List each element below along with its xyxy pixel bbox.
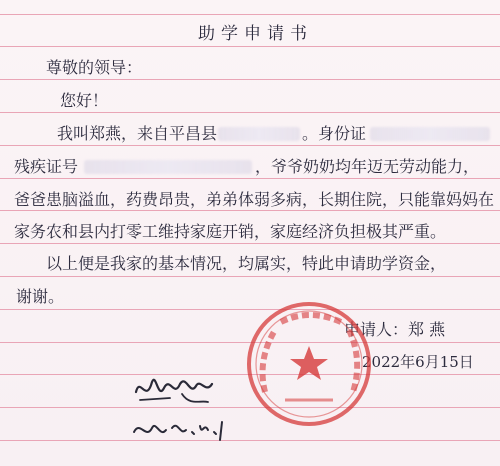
ruled-line <box>0 178 500 179</box>
salutation: 尊敬的领导： <box>46 58 143 77</box>
body-line-1a: 我叫郑燕，来自平昌县 <box>57 124 218 143</box>
ruled-line <box>0 243 500 244</box>
redacted-hometown <box>218 127 300 141</box>
body-line-4: 家务农和县内打零工维持家庭开销，家庭经济负担极其严重。 <box>14 222 447 241</box>
handwritten-signature <box>130 370 240 450</box>
application-date: 2022年6月15日 <box>362 353 474 371</box>
body-line-3: 爸爸患脑溢血，药费昂贵，弟弟体弱多病，长期住院，只能靠妈妈在 <box>14 190 495 209</box>
ruled-line <box>0 276 500 277</box>
greeting: 您好！ <box>60 91 109 110</box>
ruled-line <box>0 440 500 441</box>
ruled-line <box>0 79 500 80</box>
document-title: 助学申请书 <box>198 24 313 44</box>
body-line-2a: 残疾证号 <box>14 157 79 176</box>
applicant-name: 申请人：郑 燕 <box>344 320 446 339</box>
body-line-2b: ，爷爷奶奶均年迈无劳动能力， <box>255 157 480 176</box>
ruled-line <box>0 210 500 211</box>
ruled-line <box>0 112 500 113</box>
body-line-6: 谢谢。 <box>16 287 65 306</box>
redacted-disability-number <box>84 160 252 174</box>
official-seal-stamp <box>245 300 373 428</box>
body-line-1b: 。身份证 <box>302 124 367 143</box>
ruled-line <box>0 145 500 146</box>
ruled-line <box>0 14 500 15</box>
body-line-5: 以上便是我家的基本情况，均属实，特此申请助学资金， <box>46 254 447 273</box>
ruled-line <box>0 46 500 47</box>
redacted-id-number <box>370 127 490 141</box>
